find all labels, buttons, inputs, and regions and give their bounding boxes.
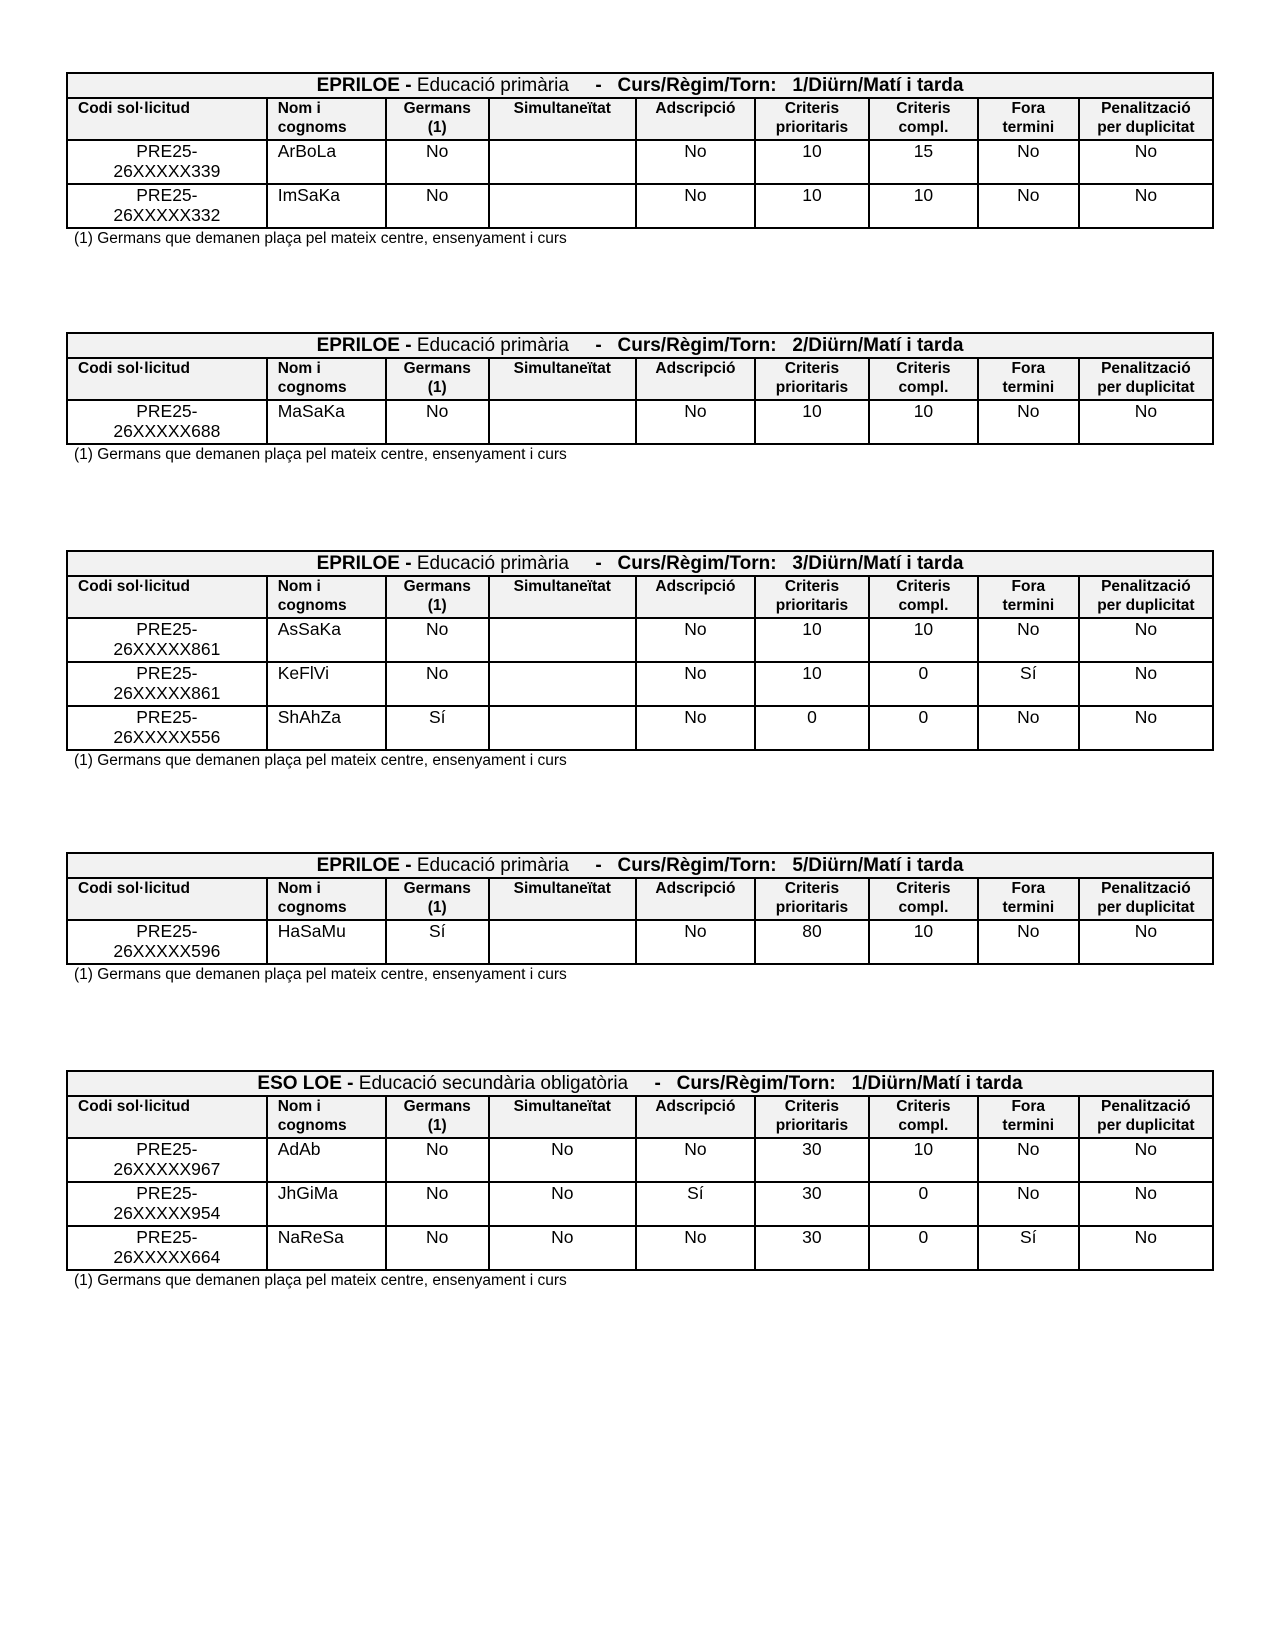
footnote: (1) Germans que demanen plaça pel mateix centre, ensenyament i curs [74,446,567,463]
col-header-simultaneitat: Simultaneïtat [489,98,636,140]
table-title: EPRILOE - Educació primària - Curs/Règim/Torn: 3/Diürn/Matí i tarda [67,551,1213,576]
col-header-prioritaris: Criteris prioritaris [755,878,869,920]
cell-simultaneitat: No [489,1226,636,1270]
col-header-penalitzacio: Penalització per duplicitat [1079,98,1213,140]
table-row [67,920,1213,964]
col-header-penalitzacio: Penalització per duplicitat [1079,878,1213,920]
torn-value: 2/Diürn/Matí i tarda [792,335,964,356]
cell-simultaneitat [489,920,636,964]
col-header-penalitzacio: Penalització per duplicitat [1079,1096,1213,1138]
program-description: Educació secundària obligatòria [358,1073,629,1094]
torn-label: Curs/Règim/Torn: [617,553,777,574]
cell-penalitzacio: No [1079,662,1213,706]
cell-codi: PRE25- 26XXXXX688 [67,400,267,444]
cell-compl: 10 [869,400,978,444]
table-title: EPRILOE - Educació primària - Curs/Règim/Torn: 5/Diürn/Matí i tarda [67,853,1213,878]
cell-nom: AsSaKa [267,618,386,662]
col-header-nom: Nom i cognoms [267,576,386,618]
cell-codi: PRE25- 26XXXXX664 [67,1226,267,1270]
col-header-adscripcio: Adscripció [636,576,755,618]
cell-compl: 0 [869,1226,978,1270]
cell-germans: No [386,184,489,228]
torn-label: Curs/Règim/Torn: [617,855,777,876]
program-code: EPRILOE [316,855,400,876]
torn-label: Curs/Règim/Torn: [617,335,777,356]
program-code: EPRILOE [316,335,400,356]
col-header-codi: Codi sol·licitud [67,358,267,400]
col-header-fora: Fora termini [978,576,1079,618]
col-header-compl: Criteris compl. [869,98,978,140]
cell-fora: No [978,1138,1079,1182]
cell-nom: NaReSa [267,1226,386,1270]
cell-compl: 15 [869,140,978,184]
program-description: Educació primària [416,75,569,96]
admission-table [66,1070,1214,1271]
cell-fora: Sí [978,1226,1079,1270]
col-header-germans: Germans (1) [386,358,489,400]
cell-compl: 10 [869,920,978,964]
cell-penalitzacio: No [1079,1138,1213,1182]
cell-adscripcio: No [636,920,755,964]
cell-fora: No [978,184,1079,228]
cell-penalitzacio: No [1079,140,1213,184]
cell-penalitzacio: No [1079,618,1213,662]
table-body [67,1138,1213,1270]
torn-label: Curs/Règim/Torn: [676,1073,836,1094]
table-row [67,662,1213,706]
footnote: (1) Germans que demanen plaça pel mateix centre, ensenyament i curs [74,752,567,769]
cell-penalitzacio: No [1079,706,1213,750]
torn-value: 5/Diürn/Matí i tarda [792,855,964,876]
col-header-nom: Nom i cognoms [267,878,386,920]
col-header-nom: Nom i cognoms [267,358,386,400]
footnote: (1) Germans que demanen plaça pel mateix centre, ensenyament i curs [74,1272,567,1289]
footnote: (1) Germans que demanen plaça pel mateix centre, ensenyament i curs [74,230,567,247]
program-description: Educació primària [416,553,569,574]
col-header-simultaneitat: Simultaneïtat [489,358,636,400]
program-description: Educació primària [416,855,569,876]
col-header-fora: Fora termini [978,98,1079,140]
cell-simultaneitat: No [489,1138,636,1182]
cell-nom: MaSaKa [267,400,386,444]
cell-codi: PRE25- 26XXXXX339 [67,140,267,184]
admission-table-block [66,852,1214,984]
cell-prioritaris: 10 [755,184,869,228]
table-row [67,706,1213,750]
table-row [67,1138,1213,1182]
admission-table-block [66,550,1214,770]
col-header-compl: Criteris compl. [869,358,978,400]
col-header-compl: Criteris compl. [869,878,978,920]
cell-compl: 0 [869,706,978,750]
cell-adscripcio: No [636,140,755,184]
cell-germans: No [386,618,489,662]
cell-compl: 10 [869,1138,978,1182]
cell-adscripcio: No [636,1226,755,1270]
cell-penalitzacio: No [1079,184,1213,228]
col-header-simultaneitat: Simultaneïtat [489,576,636,618]
col-header-codi: Codi sol·licitud [67,878,267,920]
cell-adscripcio: No [636,1138,755,1182]
col-header-compl: Criteris compl. [869,576,978,618]
cell-adscripcio: No [636,662,755,706]
program-code: EPRILOE [316,553,400,574]
cell-prioritaris: 0 [755,706,869,750]
col-header-adscripcio: Adscripció [636,1096,755,1138]
cell-prioritaris: 10 [755,140,869,184]
table-body [67,140,1213,228]
cell-penalitzacio: No [1079,920,1213,964]
cell-adscripcio: No [636,400,755,444]
cell-prioritaris: 10 [755,662,869,706]
table-body [67,920,1213,964]
col-header-penalitzacio: Penalització per duplicitat [1079,358,1213,400]
table-row [67,140,1213,184]
admission-table [66,550,1214,751]
cell-germans: No [386,662,489,706]
program-description: Educació primària [416,335,569,356]
col-header-prioritaris: Criteris prioritaris [755,358,869,400]
cell-codi: PRE25- 26XXXXX556 [67,706,267,750]
cell-prioritaris: 30 [755,1138,869,1182]
cell-germans: Sí [386,920,489,964]
table-row [67,184,1213,228]
cell-adscripcio: No [636,184,755,228]
admission-table [66,72,1214,229]
cell-germans: No [386,400,489,444]
cell-simultaneitat [489,400,636,444]
cell-penalitzacio: No [1079,1226,1213,1270]
col-header-codi: Codi sol·licitud [67,576,267,618]
cell-germans: No [386,1182,489,1226]
col-header-adscripcio: Adscripció [636,98,755,140]
torn-value: 1/Diürn/Matí i tarda [792,75,964,96]
torn-label: Curs/Règim/Torn: [617,75,777,96]
cell-compl: 0 [869,662,978,706]
cell-nom: HaSaMu [267,920,386,964]
cell-codi: PRE25- 26XXXXX967 [67,1138,267,1182]
cell-simultaneitat [489,140,636,184]
cell-nom: ArBoLa [267,140,386,184]
cell-germans: Sí [386,706,489,750]
cell-germans: No [386,1138,489,1182]
col-header-fora: Fora termini [978,878,1079,920]
cell-codi: PRE25- 26XXXXX861 [67,662,267,706]
col-header-prioritaris: Criteris prioritaris [755,576,869,618]
admission-table-block [66,332,1214,464]
cell-penalitzacio: No [1079,1182,1213,1226]
table-row [67,618,1213,662]
cell-compl: 10 [869,618,978,662]
col-header-simultaneitat: Simultaneïtat [489,878,636,920]
cell-adscripcio: No [636,618,755,662]
col-header-simultaneitat: Simultaneïtat [489,1096,636,1138]
col-header-germans: Germans (1) [386,98,489,140]
col-header-prioritaris: Criteris prioritaris [755,1096,869,1138]
cell-codi: PRE25- 26XXXXX861 [67,618,267,662]
col-header-prioritaris: Criteris prioritaris [755,98,869,140]
table-title: EPRILOE - Educació primària - Curs/Règim/Torn: 2/Diürn/Matí i tarda [67,333,1213,358]
cell-germans: No [386,1226,489,1270]
col-header-compl: Criteris compl. [869,1096,978,1138]
cell-nom: ShAhZa [267,706,386,750]
cell-fora: No [978,140,1079,184]
admission-table-block [66,72,1214,248]
cell-compl: 0 [869,1182,978,1226]
col-header-codi: Codi sol·licitud [67,1096,267,1138]
col-header-fora: Fora termini [978,1096,1079,1138]
table-title: ESO LOE - Educació secundària obligatòria - Curs/Règim/Torn: 1/Diürn/Matí i tarda [67,1071,1213,1096]
col-header-fora: Fora termini [978,358,1079,400]
cell-nom: AdAb [267,1138,386,1182]
torn-value: 3/Diürn/Matí i tarda [792,553,964,574]
cell-codi: PRE25- 26XXXXX596 [67,920,267,964]
admission-table-block [66,1070,1214,1290]
cell-prioritaris: 30 [755,1182,869,1226]
cell-fora: No [978,400,1079,444]
cell-simultaneitat: No [489,1182,636,1226]
cell-adscripcio: No [636,706,755,750]
admission-table [66,852,1214,965]
table-title: EPRILOE - Educació primària - Curs/Règim/Torn: 1/Diürn/Matí i tarda [67,73,1213,98]
table-body [67,618,1213,750]
cell-germans: No [386,140,489,184]
cell-fora: No [978,618,1079,662]
col-header-germans: Germans (1) [386,576,489,618]
col-header-germans: Germans (1) [386,878,489,920]
cell-fora: No [978,920,1079,964]
torn-value: 1/Diürn/Matí i tarda [851,1073,1023,1094]
cell-simultaneitat [489,184,636,228]
col-header-penalitzacio: Penalització per duplicitat [1079,576,1213,618]
cell-codi: PRE25- 26XXXXX954 [67,1182,267,1226]
cell-simultaneitat [489,662,636,706]
cell-fora: No [978,706,1079,750]
table-body [67,400,1213,444]
program-code: ESO LOE [257,1073,342,1094]
cell-prioritaris: 10 [755,400,869,444]
cell-prioritaris: 30 [755,1226,869,1270]
cell-nom: ImSaKa [267,184,386,228]
cell-penalitzacio: No [1079,400,1213,444]
program-code: EPRILOE [316,75,400,96]
cell-prioritaris: 10 [755,618,869,662]
table-row [67,400,1213,444]
cell-nom: KeFlVi [267,662,386,706]
cell-compl: 10 [869,184,978,228]
col-header-codi: Codi sol·licitud [67,98,267,140]
col-header-nom: Nom i cognoms [267,98,386,140]
cell-nom: JhGiMa [267,1182,386,1226]
col-header-germans: Germans (1) [386,1096,489,1138]
table-row [67,1182,1213,1226]
col-header-nom: Nom i cognoms [267,1096,386,1138]
col-header-adscripcio: Adscripció [636,358,755,400]
cell-simultaneitat [489,706,636,750]
col-header-adscripcio: Adscripció [636,878,755,920]
table-row [67,1226,1213,1270]
cell-prioritaris: 80 [755,920,869,964]
cell-adscripcio: Sí [636,1182,755,1226]
cell-fora: Sí [978,662,1079,706]
cell-fora: No [978,1182,1079,1226]
cell-simultaneitat [489,618,636,662]
cell-codi: PRE25- 26XXXXX332 [67,184,267,228]
footnote: (1) Germans que demanen plaça pel mateix centre, ensenyament i curs [74,966,567,983]
admission-table [66,332,1214,445]
